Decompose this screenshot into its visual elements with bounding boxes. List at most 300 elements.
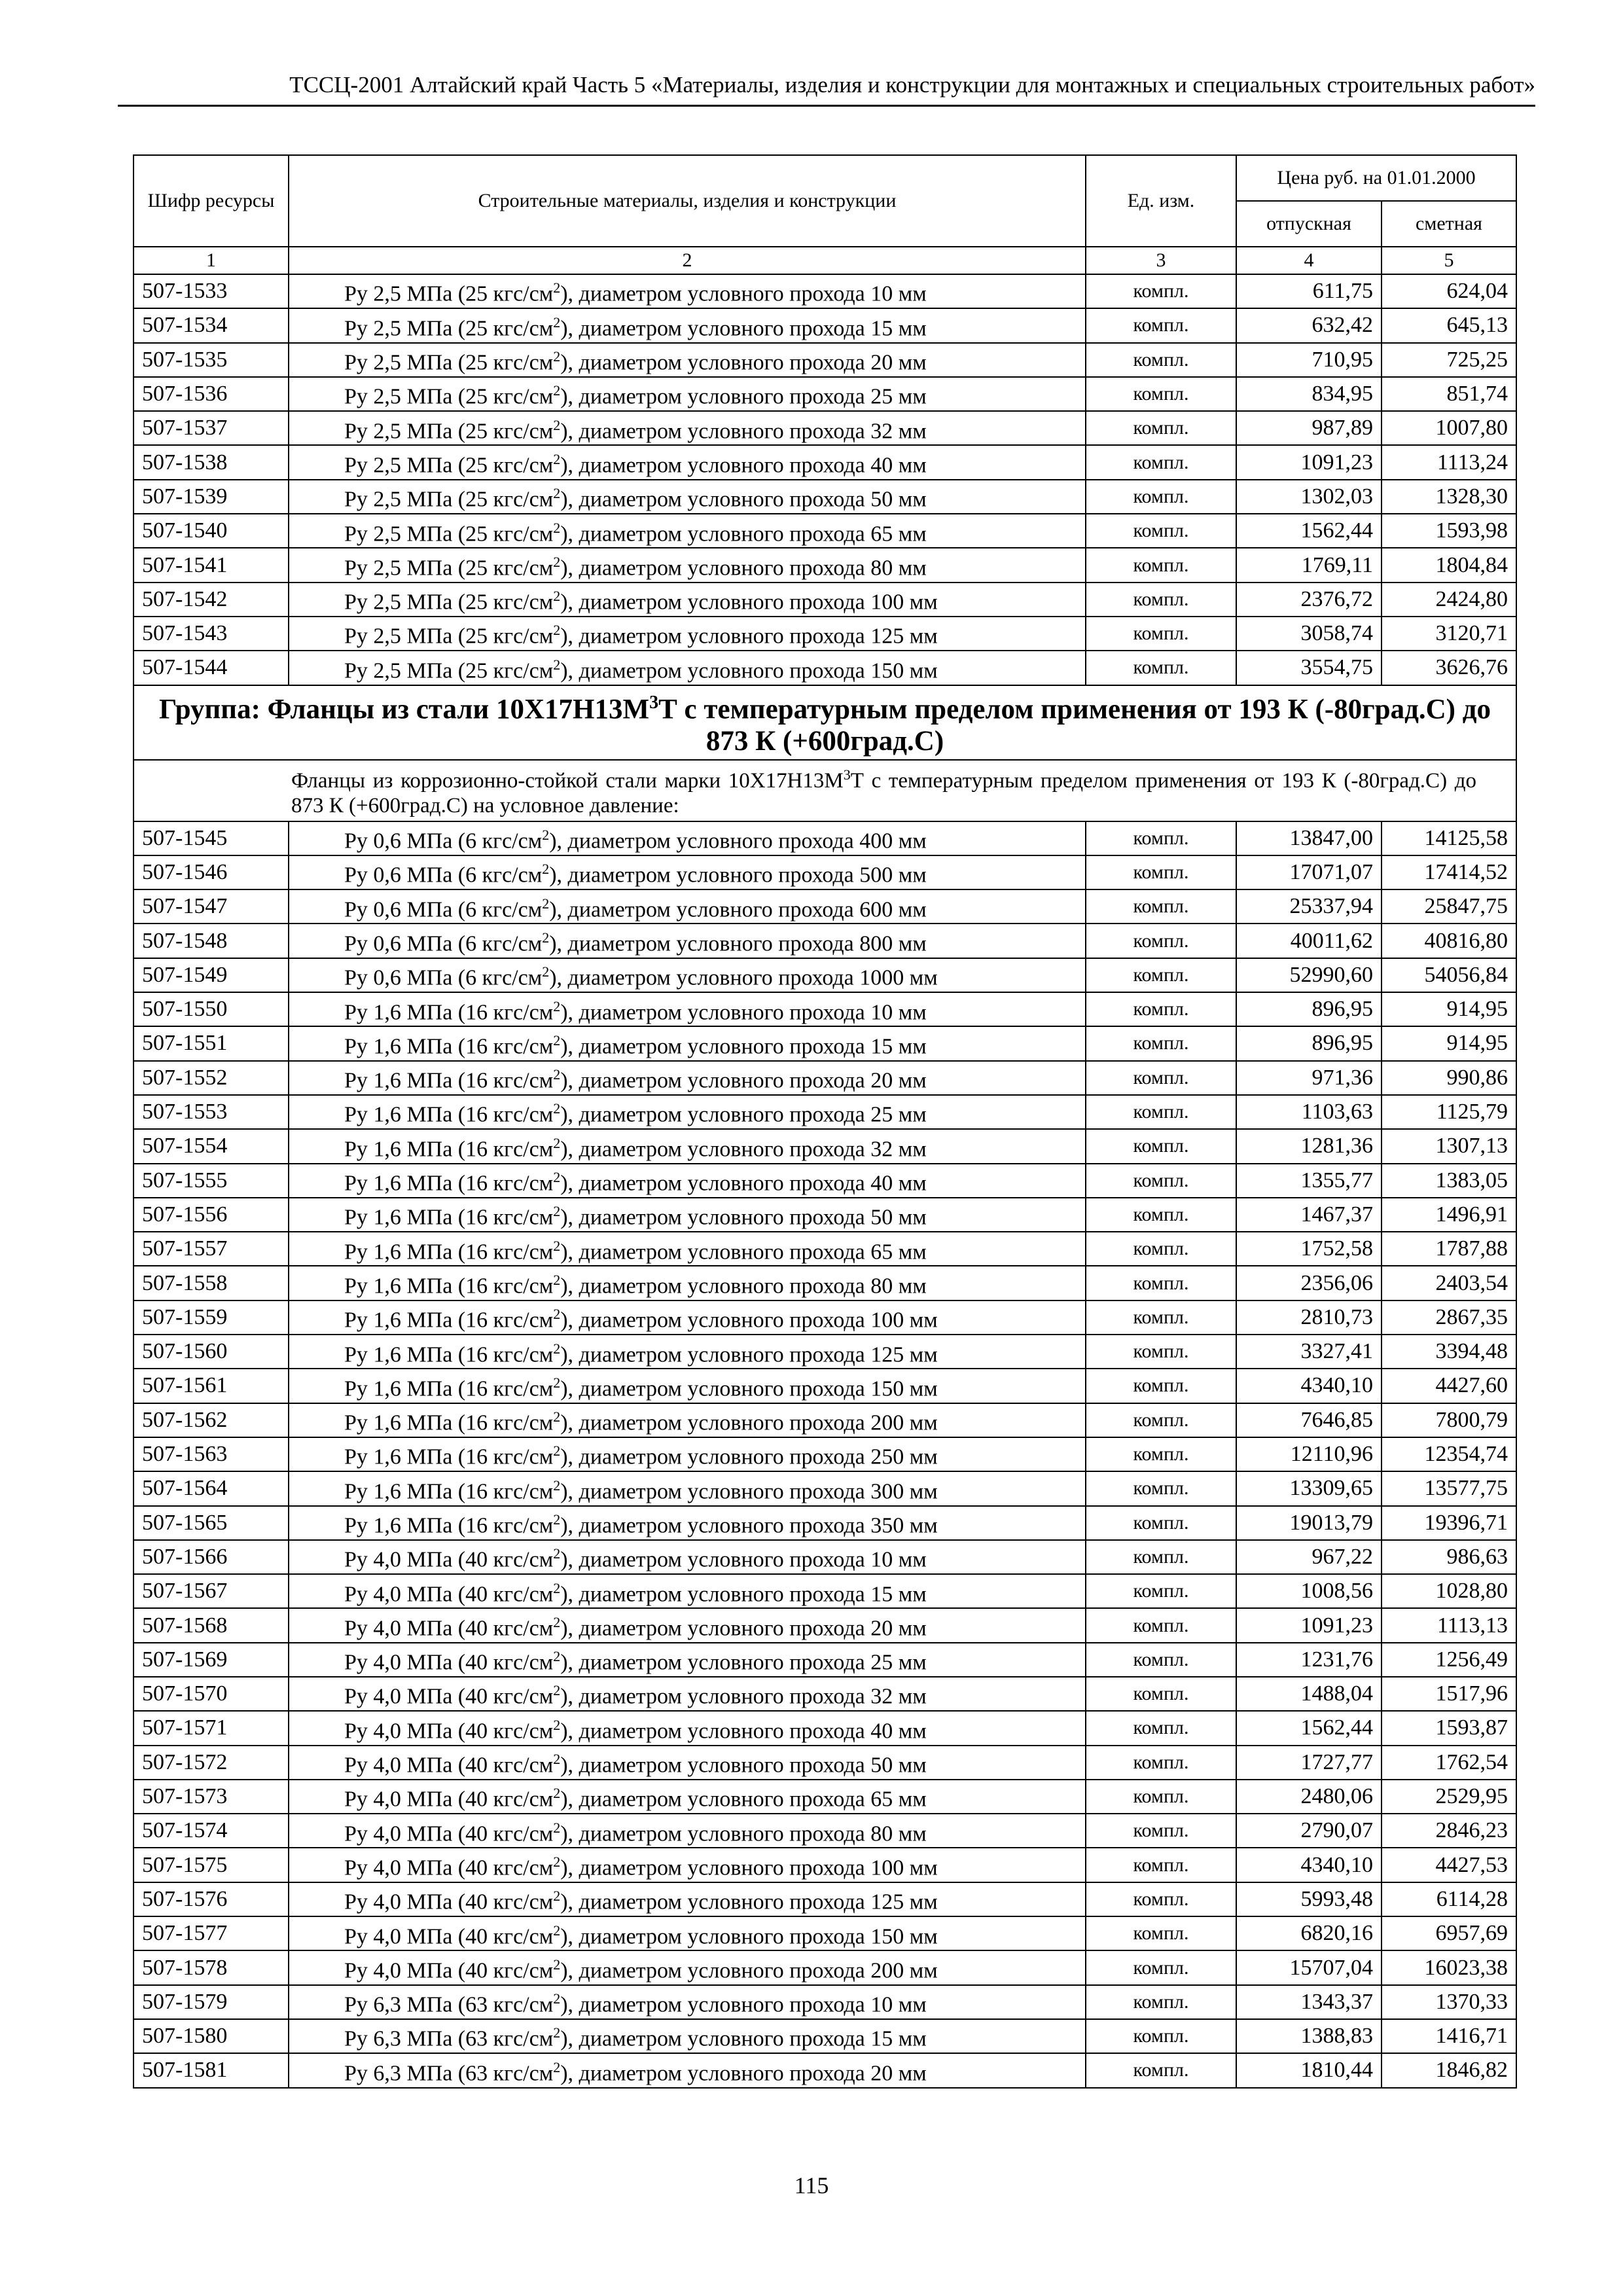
name-text: Ру 0,6 МПа (6 кгс/см [344,863,543,888]
unit-of-measure: компл. [1086,2053,1236,2087]
resource-code: 507-1541 [134,548,289,582]
unit-of-measure: компл. [1086,1232,1236,1266]
material-name [289,445,1086,479]
price-release: 1091,23 [1236,1608,1382,1642]
table-row [134,1950,1516,1984]
price-estimate: 1593,98 [1382,514,1516,548]
price-estimate: 2846,23 [1382,1814,1516,1848]
price-release: 2790,07 [1236,1814,1382,1848]
name-text-tail: ), диаметром условного прохода 200 мм [560,1958,938,1983]
price-release: 1343,37 [1236,1985,1382,2019]
resource-code: 507-1538 [134,445,289,479]
name-text: Ру 0,6 МПа (6 кгс/см [344,965,543,990]
material-name [289,1095,1086,1129]
resource-code: 507-1561 [134,1369,289,1403]
col-header-unit: Ед. изм. [1086,155,1236,247]
unit-of-measure: компл. [1086,1950,1236,1984]
table-row [134,1643,1516,1677]
table-row [134,1506,1516,1540]
price-estimate: 1787,88 [1382,1232,1516,1266]
group-title-sup: 3 [649,692,659,713]
resource-code: 507-1578 [134,1950,289,1984]
table-row [134,1300,1516,1335]
unit-of-measure: компл. [1086,583,1236,617]
resource-code: 507-1543 [134,617,289,651]
name-text: Ру 1,6 МПа (16 кгс/см [344,999,554,1024]
resource-code: 507-1579 [134,1985,289,2019]
unit-of-measure: компл. [1086,1266,1236,1300]
resource-code: 507-1562 [134,1403,289,1437]
price-release: 13847,00 [1236,821,1382,855]
unit-of-measure: компл. [1086,343,1236,377]
unit-superscript: 2 [553,519,561,536]
name-text-tail: ), диаметром условного прохода 10 мм [560,999,927,1024]
table-row [134,548,1516,582]
price-estimate: 7800,79 [1382,1403,1516,1437]
group-description-row [134,760,1516,821]
price-release: 3058,74 [1236,617,1382,651]
col-number: 1 [134,247,289,274]
name-text: Ру 2,5 МПа (25 кгс/см [344,384,554,409]
material-name [289,1985,1086,2019]
price-table [133,154,1517,2089]
table-row [134,1026,1516,1060]
price-estimate: 25847,75 [1382,889,1516,924]
table-row [134,1608,1516,1642]
unit-superscript: 2 [553,997,561,1014]
name-text-tail: ), диаметром условного прохода 125 мм [560,624,938,649]
resource-code: 507-1566 [134,1540,289,1574]
material-name [289,1608,1086,1642]
unit-superscript: 2 [553,1271,561,1288]
unit-superscript: 2 [553,1613,561,1630]
table-row [134,583,1516,617]
unit-of-measure: компл. [1086,1882,1236,1916]
name-text: Ру 2,5 МПа (25 кгс/см [344,624,554,649]
price-release: 1008,56 [1236,1574,1382,1608]
price-estimate: 1383,05 [1382,1164,1516,1198]
unit-superscript: 2 [553,1066,561,1083]
resource-code: 507-1559 [134,1300,289,1335]
name-text-tail: ), диаметром условного прохода 80 мм [560,1821,927,1846]
table-row [134,958,1516,992]
name-text: Ру 4,0 МПа (40 кгс/см [344,1924,554,1948]
price-estimate: 1113,24 [1382,445,1516,479]
price-release: 971,36 [1236,1061,1382,1095]
table-row [134,1164,1516,1198]
unit-superscript: 2 [553,382,561,399]
price-release: 19013,79 [1236,1506,1382,1540]
name-text: Ру 4,0 МПа (40 кгс/см [344,1821,554,1846]
name-text-tail: ), диаметром условного прохода 600 мм [549,897,927,922]
unit-of-measure: компл. [1086,651,1236,685]
material-name [289,1643,1086,1677]
material-name [289,583,1086,617]
price-release: 1231,76 [1236,1643,1382,1677]
name-text: Ру 1,6 МПа (16 кгс/см [344,1171,554,1196]
name-text-tail: ), диаметром условного прохода 150 мм [560,1376,938,1401]
table-row [134,1129,1516,1163]
material-name [289,343,1086,377]
unit-of-measure: компл. [1086,992,1236,1026]
price-estimate: 14125,58 [1382,821,1516,855]
group-desc-post: Т с температурным пределом применения от 193 К (-80град.С) до 873 К (+600град.С) на условное давление: [291,769,1477,818]
material-name [289,274,1086,308]
unit-of-measure: компл. [1086,889,1236,924]
material-name [289,1129,1086,1163]
table-row [134,1848,1516,1882]
resource-code: 507-1545 [134,821,289,855]
table-row [134,1061,1516,1095]
price-estimate: 1846,82 [1382,2053,1516,2087]
table-row [134,2053,1516,2087]
price-estimate: 1113,13 [1382,1608,1516,1642]
price-estimate: 624,04 [1382,274,1516,308]
material-name [289,1677,1086,1711]
unit-of-measure: компл. [1086,514,1236,548]
unit-of-measure: компл. [1086,958,1236,992]
name-text: Ру 2,5 МПа (25 кгс/см [344,316,554,341]
name-text-tail: ), диаметром условного прохода 40 мм [560,1719,927,1744]
table-row [134,1369,1516,1403]
name-text: Ру 1,6 МПа (16 кгс/см [344,1410,554,1435]
group-desc-pre: Фланцы из коррозионно-стойкой стали марки 10Х17Н13М [291,769,844,793]
material-name [289,958,1086,992]
unit-of-measure: компл. [1086,1608,1236,1642]
price-estimate: 16023,38 [1382,1950,1516,1984]
price-estimate: 3626,76 [1382,651,1516,685]
name-text: Ру 4,0 МПа (40 кгс/см [344,1547,554,1572]
col-header-price-release: отпускная [1236,201,1382,247]
unit-of-measure: компл. [1086,1711,1236,1745]
unit-of-measure: компл. [1086,1780,1236,1814]
unit-superscript: 2 [553,1888,561,1905]
resource-code: 507-1572 [134,1746,289,1780]
price-release: 834,95 [1236,377,1382,411]
price-release: 3554,75 [1236,651,1382,685]
resource-code: 507-1547 [134,889,289,924]
table-row [134,1780,1516,1814]
material-name [289,411,1086,445]
unit-superscript: 2 [553,1443,561,1460]
material-name [289,1746,1086,1780]
resource-code: 507-1550 [134,992,289,1026]
price-estimate: 2867,35 [1382,1300,1516,1335]
name-text-tail: ), диаметром условного прохода 125 мм [560,1342,938,1367]
material-name [289,1574,1086,1608]
unit-superscript: 2 [553,1922,561,1939]
group-heading [134,685,1516,760]
price-estimate: 13577,75 [1382,1471,1516,1505]
unit-of-measure: компл. [1086,1814,1236,1848]
unit-superscript: 2 [553,279,561,296]
price-estimate: 1496,91 [1382,1198,1516,1232]
material-name [289,1061,1086,1095]
table-body [134,274,1516,2088]
unit-superscript: 2 [553,1374,561,1391]
price-estimate: 17414,52 [1382,855,1516,889]
table-row [134,855,1516,889]
resource-code: 507-1558 [134,1266,289,1300]
price-release: 1355,77 [1236,1164,1382,1198]
unit-superscript: 2 [553,1237,561,1254]
material-name [289,1437,1086,1471]
name-text-tail: ), диаметром условного прохода 80 мм [560,556,927,581]
name-text: Ру 4,0 МПа (40 кгс/см [344,1581,554,1606]
unit-of-measure: компл. [1086,308,1236,342]
group-desc-sup: 3 [843,766,851,783]
name-text-tail: ), диаметром условного прохода 1000 мм [549,965,938,990]
price-release: 896,95 [1236,992,1382,1026]
material-name [289,1266,1086,1300]
name-text: Ру 2,5 МПа (25 кгс/см [344,590,554,615]
unit-of-measure: компл. [1086,1300,1236,1335]
resource-code: 507-1565 [134,1506,289,1540]
name-text: Ру 2,5 МПа (25 кгс/см [344,453,554,478]
header-rule [118,105,1535,107]
unit-superscript: 2 [553,2024,561,2041]
price-release: 1727,77 [1236,1746,1382,1780]
resource-code: 507-1571 [134,1711,289,1745]
col-number: 4 [1236,247,1382,274]
table-row [134,889,1516,924]
unit-of-measure: компл. [1086,411,1236,445]
name-text: Ру 1,6 МПа (16 кгс/см [344,1102,554,1127]
unit-superscript: 2 [553,1785,561,1802]
name-text: Ру 1,6 МПа (16 кгс/см [344,1137,554,1162]
name-text: Ру 1,6 МПа (16 кгс/см [344,1308,554,1333]
unit-of-measure: компл. [1086,548,1236,582]
price-release: 1562,44 [1236,1711,1382,1745]
unit-of-measure: компл. [1086,855,1236,889]
group-heading-row [134,685,1516,760]
resource-code: 507-1554 [134,1129,289,1163]
resource-code: 507-1533 [134,274,289,308]
unit-superscript: 2 [553,1306,561,1323]
unit-of-measure: компл. [1086,1506,1236,1540]
name-text-tail: ), диаметром условного прохода 10 мм [560,1992,927,2017]
resource-code: 507-1539 [134,480,289,514]
table-row [134,1814,1516,1848]
unit-superscript: 2 [553,1579,561,1596]
unit-superscript: 2 [553,1511,561,1528]
material-name [289,1403,1086,1437]
unit-of-measure: компл. [1086,2019,1236,2053]
unit-of-measure: компл. [1086,1129,1236,1163]
name-text: Ру 4,0 МПа (40 кгс/см [344,1719,554,1744]
resource-code: 507-1556 [134,1198,289,1232]
name-text-tail: ), диаметром условного прохода 200 мм [560,1410,938,1435]
unit-of-measure: компл. [1086,1403,1236,1437]
price-release: 17071,07 [1236,855,1382,889]
material-name [289,377,1086,411]
unit-superscript: 2 [542,963,550,980]
material-name [289,1164,1086,1198]
resource-code: 507-1552 [134,1061,289,1095]
unit-superscript: 2 [542,895,550,912]
resource-code: 507-1546 [134,855,289,889]
price-release: 2480,06 [1236,1780,1382,1814]
resource-code: 507-1563 [134,1437,289,1471]
unit-of-measure: компл. [1086,1164,1236,1198]
resource-code: 507-1574 [134,1814,289,1848]
name-text-tail: ), диаметром условного прохода 10 мм [560,1547,927,1572]
name-text: Ру 4,0 МПа (40 кгс/см [344,1856,554,1880]
unit-superscript: 2 [553,1477,561,1494]
price-release: 1810,44 [1236,2053,1382,2087]
name-text-tail: ), диаметром условного прохода 50 мм [560,1205,927,1230]
price-estimate: 2424,80 [1382,583,1516,617]
price-estimate: 6957,69 [1382,1916,1516,1950]
price-release: 987,89 [1236,411,1382,445]
price-release: 25337,94 [1236,889,1382,924]
name-text-tail: ), диаметром условного прохода 50 мм [560,1753,927,1778]
material-name [289,1300,1086,1335]
name-text-tail: ), диаметром условного прохода 150 мм [560,1924,938,1948]
unit-superscript: 2 [553,1169,561,1186]
price-estimate: 914,95 [1382,992,1516,1026]
name-text-tail: ), диаметром условного прохода 20 мм [560,350,927,375]
resource-code: 507-1557 [134,1232,289,1266]
name-text: Ру 1,6 МПа (16 кгс/см [344,1205,554,1230]
name-text: Ру 4,0 МПа (40 кгс/см [344,1890,554,1914]
price-estimate: 4427,53 [1382,1848,1516,1882]
unit-of-measure: компл. [1086,1677,1236,1711]
price-release: 1752,58 [1236,1232,1382,1266]
table-row [134,377,1516,411]
price-release: 1388,83 [1236,2019,1382,2053]
price-release: 611,75 [1236,274,1382,308]
resource-code: 507-1575 [134,1848,289,1882]
price-release: 3327,41 [1236,1335,1382,1369]
unit-of-measure: компл. [1086,1471,1236,1505]
name-text-tail: ), диаметром условного прохода 20 мм [560,1616,927,1641]
name-text: Ру 4,0 МПа (40 кгс/см [344,1616,554,1641]
table-row [134,308,1516,342]
price-estimate: 914,95 [1382,1026,1516,1060]
col-header-price-group: Цена руб. на 01.01.2000 [1236,155,1516,201]
unit-superscript: 2 [553,416,561,433]
name-text: Ру 4,0 МПа (40 кгс/см [344,1753,554,1778]
material-name [289,924,1086,958]
resource-code: 507-1573 [134,1780,289,1814]
unit-superscript: 2 [553,1340,561,1357]
resource-code: 507-1544 [134,651,289,685]
unit-superscript: 2 [553,553,561,570]
name-text: Ру 1,6 МПа (16 кгс/см [344,1513,554,1538]
price-estimate: 3120,71 [1382,617,1516,651]
name-text-tail: ), диаметром условного прохода 20 мм [560,2061,927,2086]
running-header: ТССЦ-2001 Алтайский край Часть 5 «Материалы, изделия и конструкции для монтажных и специальных строительных работ» [289,72,1535,98]
table-row [134,1266,1516,1300]
name-text-tail: ), диаметром условного прохода 125 мм [560,1890,938,1914]
name-text-tail: ), диаметром условного прохода 50 мм [560,487,927,512]
price-release: 7646,85 [1236,1403,1382,1437]
resource-code: 507-1568 [134,1608,289,1642]
unit-superscript: 2 [553,1545,561,1562]
unit-superscript: 2 [553,1716,561,1733]
price-release: 2810,73 [1236,1300,1382,1335]
table-row [134,1471,1516,1505]
price-estimate: 54056,84 [1382,958,1516,992]
price-estimate: 1028,80 [1382,1574,1516,1608]
price-release: 1103,63 [1236,1095,1382,1129]
name-text: Ру 4,0 МПа (40 кгс/см [344,1787,554,1812]
unit-superscript: 2 [553,588,561,605]
name-text-tail: ), диаметром условного прохода 10 мм [560,281,927,306]
name-text-tail: ), диаметром условного прохода 25 мм [560,384,927,409]
price-release: 710,95 [1236,343,1382,377]
price-estimate: 645,13 [1382,308,1516,342]
material-name [289,1506,1086,1540]
name-text-tail: ), диаметром условного прохода 350 мм [560,1513,938,1538]
price-release: 2356,06 [1236,1266,1382,1300]
price-estimate: 725,25 [1382,343,1516,377]
col-header-price-estimate: сметная [1382,201,1516,247]
table-row [134,1232,1516,1266]
price-estimate: 40816,80 [1382,924,1516,958]
material-name [289,1882,1086,1916]
name-text-tail: ), диаметром условного прохода 40 мм [560,1171,927,1196]
resource-code: 507-1536 [134,377,289,411]
price-estimate: 2403,54 [1382,1266,1516,1300]
unit-superscript: 2 [553,2058,561,2075]
table-row [134,1437,1516,1471]
price-estimate: 1517,96 [1382,1677,1516,1711]
name-text: Ру 6,3 МПа (63 кгс/см [344,2026,554,2051]
price-release: 896,95 [1236,1026,1382,1060]
name-text: Ру 1,6 МПа (16 кгс/см [344,1274,554,1299]
unit-superscript: 2 [553,450,561,467]
name-text: Ру 1,6 МПа (16 кгс/см [344,1342,554,1367]
name-text-tail: ), диаметром условного прохода 500 мм [549,863,927,888]
unit-superscript: 2 [553,1853,561,1870]
resource-code: 507-1569 [134,1643,289,1677]
name-text: Ру 1,6 МПа (16 кгс/см [344,1376,554,1401]
unit-of-measure: компл. [1086,617,1236,651]
name-text-tail: ), диаметром условного прохода 800 мм [549,931,927,956]
col-header-name: Строительные материалы, изделия и конструкции [289,155,1086,247]
price-release: 6820,16 [1236,1916,1382,1950]
table-row [134,1403,1516,1437]
price-release: 632,42 [1236,308,1382,342]
price-estimate: 990,86 [1382,1061,1516,1095]
page-number: 115 [794,2172,829,2198]
table-row [134,1540,1516,1574]
material-name [289,2019,1086,2053]
unit-superscript: 2 [553,1408,561,1426]
name-text-tail: ), диаметром условного прохода 15 мм [560,316,927,341]
material-name [289,548,1086,582]
table-row [134,1335,1516,1369]
resource-code: 507-1553 [134,1095,289,1129]
material-name [289,1471,1086,1505]
material-name [289,2053,1086,2087]
resource-code: 507-1580 [134,2019,289,2053]
material-name [289,855,1086,889]
table-row [134,445,1516,479]
material-name [289,1369,1086,1403]
table-row [134,1985,1516,2019]
name-text: Ру 2,5 МПа (25 кгс/см [344,521,554,546]
table-row [134,924,1516,958]
price-release: 4340,10 [1236,1848,1382,1882]
table-row [134,411,1516,445]
unit-of-measure: компл. [1086,1643,1236,1677]
name-text-tail: ), диаметром условного прохода 32 мм [560,1684,927,1709]
name-text-tail: ), диаметром условного прохода 300 мм [560,1479,938,1504]
unit-of-measure: компл. [1086,1198,1236,1232]
